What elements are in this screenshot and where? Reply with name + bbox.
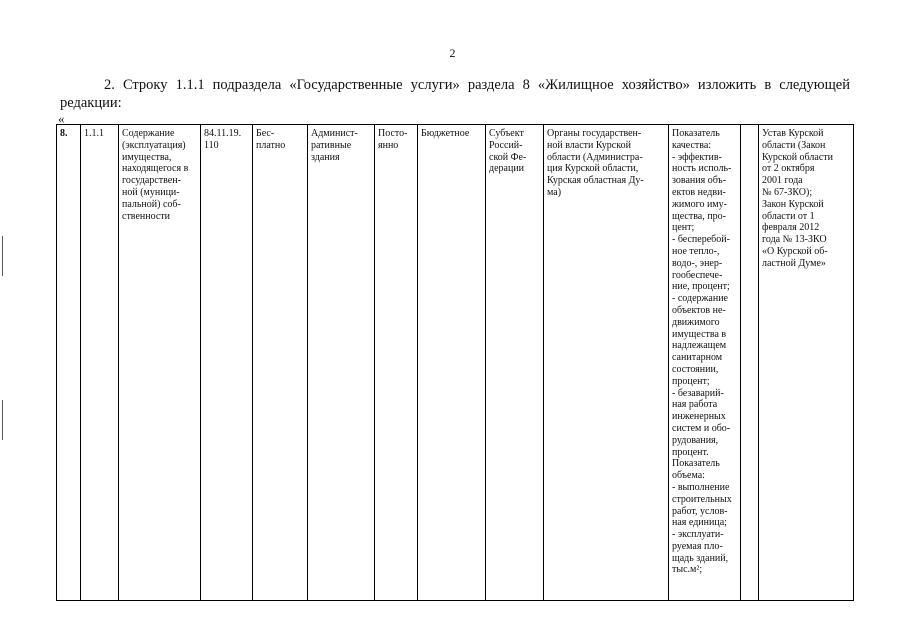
page-number: 2 xyxy=(449,46,456,60)
opening-quote-mark: « xyxy=(58,111,65,126)
cell-empty xyxy=(741,125,759,601)
registry-table xyxy=(56,124,854,601)
cell-indicators: Показатель качества: - эффектив- ность исполь- зования объ- ектов недви- жимого иму- щества, про- цент; - бесперебой- ное тепло-, водо-, энер- гообеспече- ние, процент; - содержание объектов не- движимого имущества в надлежащем санитарном состоянии, процент; - безаварий- ная работа инженерных систем и обо- рудования, процент. Показатель объема: - выполнение строительных работ, услов- ная единица; - эксплуати- руемая пло- щадь зданий, тыс.м²; xyxy=(669,125,741,601)
amendment-intro-paragraph: 2. Строку 1.1.1 подраздела «Государственные услуги» раздела 8 «Жилищное хозяйство» изложить в следующей редакции: xyxy=(60,77,850,111)
cell-authorities: Органы государствен- ной власти Курской области (Администра- ция Курской области, Курская областная Ду- ма) xyxy=(544,125,669,601)
table-row xyxy=(57,125,854,601)
cell-periodicity: Посто- янно xyxy=(375,125,418,601)
scan-margin-mark xyxy=(2,236,3,276)
cell-row-code: 1.1.1 xyxy=(81,125,119,601)
cell-okved-code: 84.11.19. 110 xyxy=(201,125,253,601)
cell-payment-type: Бес- платно xyxy=(253,125,308,601)
cell-legal-basis: Устав Курской области (Закон Курской области от 2 октября 2001 года № 67-ЗКО); Закон Курской области от 1 февраля 2012 года № 13-ЗКО «О Курской об- ластной Думе» xyxy=(759,125,854,601)
cell-section-number: 8. xyxy=(57,125,81,601)
cell-institution-type: Бюджетное xyxy=(418,125,486,601)
cell-object-type: Админист- ративные здания xyxy=(308,125,375,601)
cell-service-name: Содержание (эксплуатация) имущества, находящегося в государствен- ной (муници- пальной) соб- ственности xyxy=(119,125,201,601)
cell-authority-level: Субъект Россий- ской Фе- дерации xyxy=(486,125,544,601)
scan-margin-mark xyxy=(2,400,3,440)
